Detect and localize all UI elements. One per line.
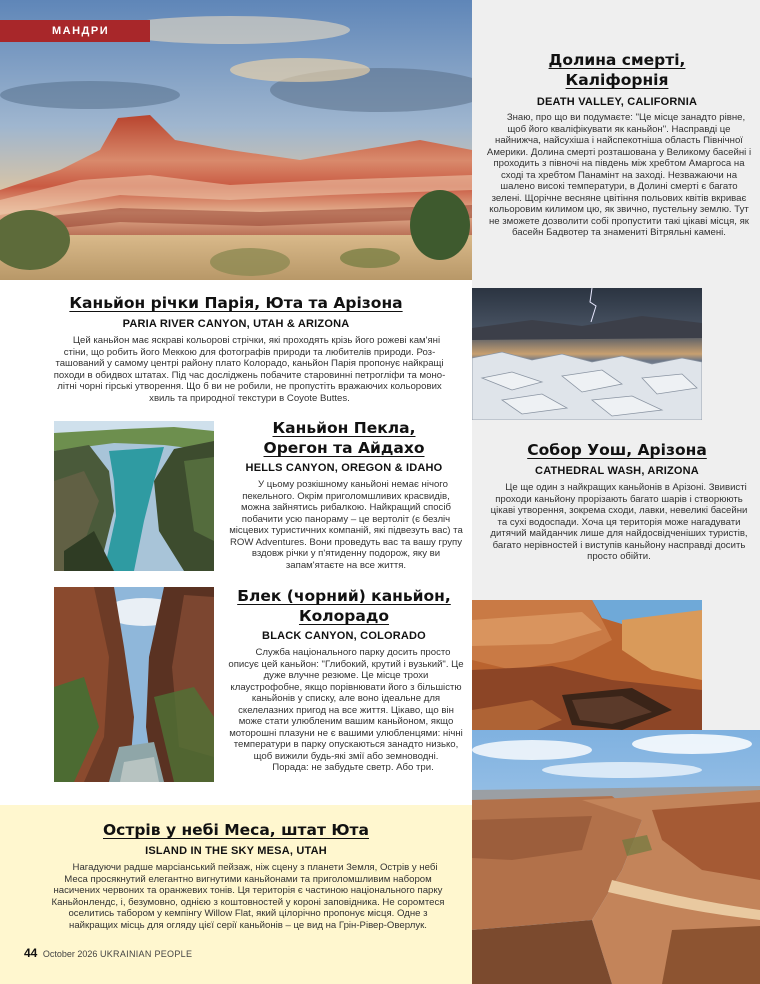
paria-subtitle: PARIA RIVER CANYON, UTAH & ARIZONA: [122, 318, 350, 330]
hells-canyon-subtitle: HELLS CANYON, OREGON & IDAHO: [245, 462, 443, 474]
section-tag: МАНДРИ: [0, 20, 150, 42]
death-valley-title: Долина смерті, Каліфорнія: [548, 51, 686, 89]
island-title: Острів у небі Меса, штат Юта: [102, 821, 369, 839]
black-canyon-photo: [54, 587, 214, 782]
black-canyon-tip: Порада: не забудьте светр. Або три.: [272, 762, 434, 773]
island-text: Нагадуючи радше марсіанський пейзаж, ніж сцену з планети Земля, Острів у небі Меса просякнутий елегантно вигнутими каньйонами та приголомшливим набором насичених червоних та оранжевих тонів. Ця територія є частиною національного парку Каньйонлендс, і, безумовно, однією з коштовностей у короні заповідника. Не соромтеся оселитись табором у кемпінгу Willow Flat, який цілорічно пропонує місця. Одне з найкращих місць для огляду цієї серії каньйонів – це вид на Грін-Рівер-Оверлук.: [51, 862, 445, 931]
black-canyon-text: Служба національного парку досить просто описує цей каньйон: "Глибокий, крутий і вузький". Це дуже влучне резюме. Це місце трохи клаустрофобне, якщо порівнювати його з більшістю каньйонів у списку, але воно ідеальне для скелелазних пригод на все життя. Цікаво, що він може стати улюбленим вашим каньйоном, якщо моторошні плазуни не є вашими улюбленцями: нічні температури в парку опускаються занадто низько, щоб вижили будь-які змії або земноводні. Порада: не забудьте светр. Або три.: [228, 647, 464, 773]
death-valley-subtitle: DEATH VALLEY, CALIFORNIA: [536, 96, 698, 108]
death-valley-text: Знаю, про що ви подумаєте: "Це місце занадто рівне, щоб його кваліфікувати як каньйон". Насправді це найнижча, найсухіша і найспекотніша область Північної Америки. Долина смерті розташована у Великому басейні і проходить з півночі на південь між хребтом Амаргоса на сході та хребтом Панамінт на заході. Незважаючи на шалено високі температури, в Долині смерті є багато зелені. Щорічне весняне цвітіння польових квітів вкриває кольоровим килимом цю, як звично, пустельну землю. Тут не зможете дозволити собі пропустити такі цікаві місця, як басейн Бадвотер та знамениті Вітряльні камені.: [486, 112, 752, 238]
island-in-the-sky-photo: [472, 730, 760, 984]
black-canyon-subtitle: BLACK CANYON, COLORADO: [262, 630, 426, 642]
magazine-name: UKRAINIAN PEOPLE: [99, 949, 193, 959]
cathedral-wash-photo: [472, 600, 702, 750]
cathedral-wash-title: Собор Уош, Арізона: [527, 441, 707, 459]
hells-canyon-text: У цьому розкішному каньйоні немає нічого пекельного. Окрім приголомшливих красвидів, можна зайнятись рибалкою. Найкращий спосіб побачити усю панораму – це вертоліт (є безліч місцевих туристичних компаній, які підвезуть вас) та ROW Adventures. Вони проведуть вас та вашу групу вздовж річки у п'ятиденну подорож, яку ви запам'ятаєте на все життя.: [229, 479, 463, 571]
cathedral-wash-subtitle: CATHEDRAL WASH, ARIZONA: [535, 465, 699, 477]
island-subtitle: ISLAND IN THE SKY MESA, UTAH: [145, 845, 327, 857]
black-canyon-title: Блек (чорний) каньйон, Колорадо: [237, 587, 451, 625]
issue-date: October 2026: [42, 949, 98, 959]
paria-title: Каньйон річки Парія, Юта та Арізона: [69, 294, 403, 312]
paria-canyon-photo: [0, 0, 472, 280]
cathedral-wash-text: Це ще один з найкращих каньйонів в Арізоні. Звивисті проходи каньйону прорізають багато шарів і створюють цікаві утворення, зокрема сходи, лавки, невеликі басейни та сухі водоспади. Хоча ця територія може нагадувати дитячий майданчик лише для найдосвідченіших туристів, багато нерівностей і виступів каньйону насправді досить просто обійти.: [490, 482, 748, 562]
hells-canyon-photo: [54, 421, 214, 571]
page-footer: [24, 946, 192, 960]
paria-text: Цей каньйон має яскраві кольорові стрічки, які проходять крізь його рожеві кам'яні стіни, що робить його Меккою для фотографів природи та любителів природи. Розташований у самому центрі району плато Колорадо, каньйон Парія пропонує найкращі походи в обидвох штатах. Під час досліджень побачите старовинні петрогліфи та монолітні чорні гірські утворення. Що б ви не робили, не пропустіть вражаючих кольорових хвиль та природної текстури в Coyote Buttes.: [53, 335, 446, 404]
page-number: 44: [24, 946, 38, 960]
hells-canyon-title: Каньйон Пекла, Орегон та Айдахо: [263, 419, 425, 457]
death-valley-photo: [472, 288, 702, 420]
